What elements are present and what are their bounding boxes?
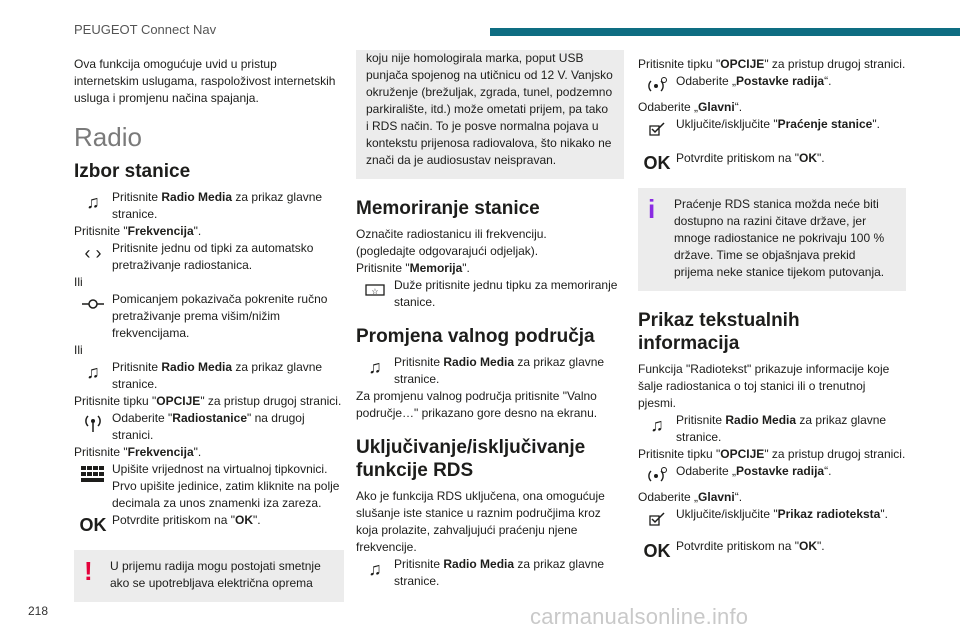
- step-confirm-ok-2: OK Potvrdite pritiskom na "OK".: [638, 538, 906, 564]
- section-title-radio: Radio: [74, 122, 142, 152]
- step-keyboard: Upišite vrijednost na virtualnoj tipkovnici. Prvo upišite jedinice, zatim kliknite na polje decimala za unos znamenki iza zareza.: [74, 461, 344, 512]
- ok-icon: OK: [79, 514, 107, 535]
- step-postavke-radija: Odaberite „Postavke radija“.: [638, 73, 906, 99]
- page-number: 218: [28, 604, 49, 618]
- warning-box: ! U prijemu radija mogu postojati smetnje ako se upotrebljava električna oprema: [74, 550, 344, 602]
- svg-text:☆: ☆: [371, 287, 379, 296]
- step-radio-media-rds: ♫ Pritisnite Radio Media za prikaz glavne stranice.: [356, 556, 624, 590]
- intro-text: Ova funkcija omogućuje uvid u pristup internetskim uslugama, raspoloživost internetskih usluga i promjenu načina spajanja.: [74, 57, 336, 105]
- column-1: [74, 56, 344, 602]
- exclamation-icon: !: [84, 556, 93, 586]
- ok-icon: OK: [643, 152, 671, 173]
- heading-rds: Uključivanje/isključivanje funkcije RDS: [356, 437, 586, 481]
- step-prikaz-radioteksta: Uključite/isključite "Prikaz radioteksta".: [638, 506, 906, 532]
- radio-star-icon: [356, 277, 394, 303]
- slider-cursor-icon: [74, 291, 112, 317]
- heading-izbor-stanice: Izbor stanice: [74, 161, 191, 182]
- warning-box-continued: koju nije homologirala marka, poput USB punjača spojenog na utičnicu od 12 V. Vanjsko okruženje (brežuljak, zgrada, tunel, podzemno parkiralište, itd.) može ometati prijem, pa tako i RDS način. To je posve normalna pojava u kontekstu prijenosa radiovalova, što nikako ne znači da je audiosustav neispravan.: [356, 50, 624, 179]
- checkbox-icon: [638, 116, 676, 142]
- chevrons-left-right-icon: ‹ ›: [84, 242, 102, 263]
- column-3: Pritisnite tipku "OPCIJE" za pristup drugoj stranici. Odaberite „Postavke radija“. Odaberite „Glavni“. Uključite/isključite "Praćenje stanice". OK Potvrdite pritiskom na "OK". i Praćenje RDS stanica možda neće biti dostupno na razini čitave države, jer mnoge radiostanice ne pokrivaju 100 % države. Time se objašnjava prekid prijema neke stanice tijekom putovanja. Prikaz tekstualnih informacija Funkcija "Radiotekst" prikazuje informacije koje šalje radiostanica o toj stanici ili o trenutnoj pjesmi. ♫ Pritisnite Radio Media za prikaz glavne stranice. Pritisnite tipku "OPCIJE" za pristup drugoj stranici. Odaberite „Postavke radija“. Odaberite „Glavni“. Uključite/isključite "Prikaz radioteksta". OK Potvrdite pritiskom na "OK".: [638, 56, 906, 564]
- music-note-icon: ♫: [86, 361, 100, 382]
- music-note-icon: ♫: [368, 558, 382, 579]
- column-2: koju nije homologirala marka, poput USB punjača spojenog na utičnicu od 12 V. Vanjsko okruženje (brežuljak, zgrada, tunel, podzemno parkiralište, itd.) može ometati prijem, pa tako i RDS način. To je posve normalna pojava u kontekstu prijenosa radiovalova, što nikako ne znači da je audiosustav neispravan. Memoriranje stanice Označite radiostanicu ili frekvenciju. (pogledajte odgovarajući odjeljak). Pritisnite "Memorija". ☆ Duže pritisnite jednu tipku za memoriranje stanice. Promjena valnog područja ♫ Pritisnite Radio Media za prikaz glavne stranice. Za promjenu valnog područja pritisnite "Valno područje…" prikazano gore desno na ekranu. Uključivanje/isključivanje funkcije RDS Ako je funkcija RDS uključena, ona omogućuje slušanje iste stanice u raznim područjima kroz koja prolazite, zahvaljujući praćenju njene frekvencije. ♫ Pritisnite Radio Media za prikaz glavne stranice.: [356, 56, 624, 590]
- step-radio-media-2: ♫ Pritisnite Radio Media za prikaz glavne stranice.: [74, 359, 344, 393]
- watermark: carmanualsonline.info: [530, 604, 749, 629]
- step-radiostanice: Odaberite "Radiostanice" na drugoj stranici.: [74, 410, 344, 444]
- step-pracenje-stanice: Uključite/isključite "Praćenje stanice".: [638, 116, 906, 142]
- header-bar: [490, 28, 960, 36]
- heading-memoriranje: Memoriranje stanice: [356, 198, 540, 219]
- radio-settings-icon: [638, 73, 676, 99]
- or-text: Ili: [74, 343, 83, 357]
- info-icon: i: [648, 194, 656, 224]
- checkbox-icon: [638, 506, 676, 532]
- step-confirm-ok: OK Potvrdite pritiskom na "OK".: [74, 512, 344, 538]
- music-note-icon: ♫: [368, 356, 382, 377]
- step-text: Pritisnite tipku "OPCIJE" za pristup drugoj stranici.: [74, 394, 342, 408]
- ok-icon: OK: [643, 540, 671, 561]
- step-text: Pritisnite "Frekvencija".: [74, 445, 202, 459]
- music-note-icon: ♫: [650, 414, 664, 435]
- music-note-icon: ♫: [86, 191, 100, 212]
- keyboard-icon: [74, 461, 112, 487]
- heading-tekstualne-informacije: Prikaz tekstualnih informacija: [638, 310, 800, 354]
- step-manual-search: Pomicanjem pokazivača pokrenite ručno pretraživanje prema višim/nižim frekvencijama.: [74, 291, 344, 342]
- heading-valno-podrucje: Promjena valnog područja: [356, 326, 595, 347]
- step-confirm-ok: OK Potvrdite pritiskom na "OK".: [638, 150, 906, 176]
- step-radio-media-text: ♫ Pritisnite Radio Media za prikaz glavne stranice.: [638, 412, 906, 446]
- info-box: i Praćenje RDS stanica možda neće biti dostupno na razini čitave države, jer mnoge radiostanice ne pokrivaju 100 % države. Time se objašnjava prekid prijema neke stanice tijekom putovanja.: [638, 188, 906, 291]
- radio-settings-icon: [638, 463, 676, 489]
- radio-antenna-icon: [74, 410, 112, 436]
- step-postavke-radija-2: Odaberite „Postavke radija“.: [638, 463, 906, 489]
- header-title: PEUGEOT Connect Nav: [74, 22, 217, 37]
- step-text: Pritisnite "Frekvencija".: [74, 224, 202, 238]
- or-text: Ili: [74, 275, 83, 289]
- step-memory: ☆ Duže pritisnite jednu tipku za memoriranje stanice.: [356, 277, 624, 311]
- step-radio-media: ♫ Pritisnite Radio Media za prikaz glavne stranice.: [74, 189, 344, 223]
- step-auto-search: ‹ › Pritisnite jednu od tipki za automatsko pretraživanje radiostanica.: [74, 240, 344, 274]
- step-radio-media-band: ♫ Pritisnite Radio Media za prikaz glavne stranice.: [356, 354, 624, 388]
